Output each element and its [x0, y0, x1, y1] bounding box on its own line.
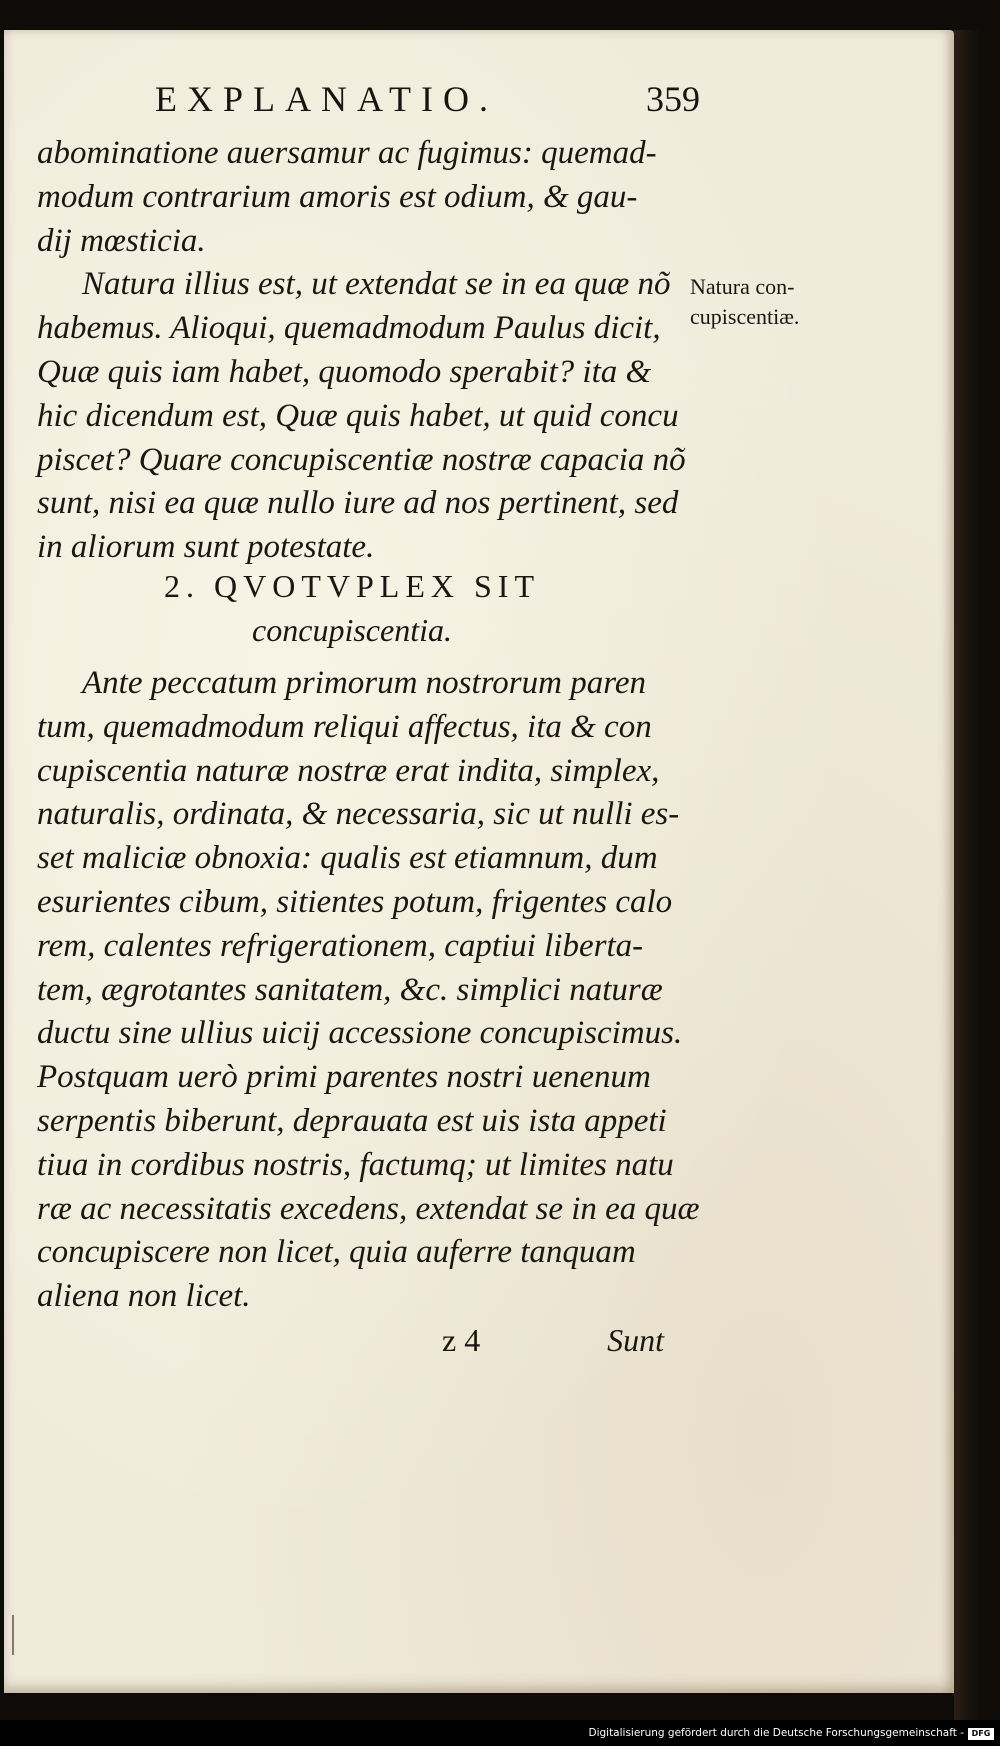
- catchline: [22, 1322, 682, 1366]
- section-subtitle: concupiscentia.: [252, 612, 452, 648]
- text-line: tem, ægrotantes sanitatem, &c. simplici naturæ: [37, 971, 663, 1008]
- text-line: ductu sine ullius uicij accessione concupiscimus.: [37, 1015, 683, 1052]
- signature-mark: z 4: [442, 1322, 481, 1358]
- page-header: [155, 78, 700, 128]
- text-line: Quæ quis iam habet, quomodo sperabit? ita &: [37, 353, 652, 390]
- text-line: hic dicendum est, Quæ quis habet, ut quid concu: [37, 397, 679, 434]
- text-line: modum contrarium amoris est odium, & gau-: [37, 178, 638, 215]
- text-line: concupiscere non licet, quia auferre tanquam: [37, 1234, 636, 1271]
- marginal-note-line: Natura con-: [690, 274, 795, 299]
- text-line: abominatione auersamur ac fugimus: quemad-: [37, 135, 657, 171]
- section-heading: [22, 568, 682, 656]
- text-line: cupiscentia naturæ nostræ erat indita, simplex,: [37, 752, 660, 789]
- text-line: habemus. Alioqui, quemadmodum Paulus dicit,: [37, 310, 661, 347]
- body-text-top: [22, 132, 686, 570]
- text-line: sunt, nisi ea quæ nullo iure ad nos pertinent, sed: [37, 485, 679, 522]
- section-title: 2. QVOTVPLEX SIT: [164, 568, 540, 604]
- running-head: EXPLANATIO.: [155, 79, 498, 119]
- text-line: tiua in cordibus nostris, factumq; ut limites natu: [37, 1146, 674, 1183]
- text-line: naturalis, ordinata, & necessaria, sic ut nulli es-: [37, 796, 680, 833]
- ink-smudge: [12, 1615, 14, 1655]
- text-line: piscet? Quare concupiscentiæ nostræ capacia nõ: [37, 441, 686, 478]
- funding-credit: Digitalisierung gefördert durch die Deutsche Forschungsgemeinschaft -: [588, 1727, 964, 1739]
- text-line: ræ ac necessitatis excedens, extendat se in ea quæ: [37, 1190, 700, 1227]
- text-line: tum, quemadmodum reliqui affectus, ita & con: [37, 708, 652, 745]
- text-line: set maliciæ obnoxia: qualis est etiamnum, dum: [37, 840, 658, 877]
- text-line: esurientes cibum, sitientes potum, frigentes calo: [37, 883, 673, 920]
- text-line: Natura illius est, ut extendat se in ea quæ nõ: [82, 266, 671, 303]
- marginal-note-line: cupiscentiæ.: [690, 304, 800, 329]
- dfg-logo: DFG: [968, 1728, 994, 1740]
- text-line: serpentis biberunt, deprauata est uis ista appeti: [37, 1102, 667, 1139]
- text-line: in aliorum sunt potestate.: [37, 529, 375, 566]
- text-line: rem, calentes refrigerationem, captiui liberta-: [37, 927, 644, 964]
- body-text-bottom: [22, 662, 700, 1319]
- catchword: Sunt: [607, 1322, 664, 1358]
- text-line: Ante peccatum primorum nostrorum paren: [82, 665, 646, 701]
- text-line: aliena non licet.: [37, 1278, 251, 1315]
- marginal-note: [690, 272, 840, 332]
- page-edge-shadow: [954, 30, 1000, 1720]
- text-line: Postquam uerò primi parentes nostri uenenum: [37, 1059, 651, 1096]
- text-line: dij mœsticia.: [37, 222, 206, 259]
- page-number: 359: [646, 79, 700, 119]
